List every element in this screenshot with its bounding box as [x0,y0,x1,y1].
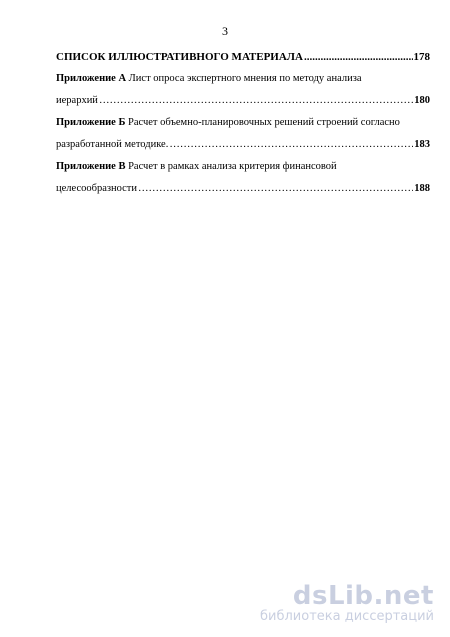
toc-entry-text: Расчет объемно-планировочных решений строений согласно [128,117,400,128]
toc-entry-text-continued: разработанной методике. [56,139,169,150]
page-number: 3 [222,24,228,38]
watermark [260,583,434,625]
toc-entry-label: Приложение Б [56,117,126,128]
toc-entry-page: 183 [414,139,430,150]
toc-leader-dots [169,138,413,152]
toc-entry-page: 180 [414,95,430,106]
toc-heading-title: СПИСОК ИЛЛЮСТРАТИВНОГО МАТЕРИАЛА [56,51,303,63]
toc-entry-text: Расчет в рамках анализа критерия финансовой [128,161,337,172]
toc-entry-appendix-a[interactable] [56,72,430,108]
table-of-contents [56,50,430,204]
toc-leader-dots [304,50,413,64]
toc-heading[interactable] [56,50,430,64]
toc-leader-dots [138,182,413,196]
toc-entry-text-continued: целесообразности [56,183,138,194]
toc-entry-label: Приложение А [56,73,127,84]
toc-heading-page: 178 [413,51,430,63]
toc-entry-appendix-b[interactable] [56,116,430,152]
watermark-logo: dsLib.net [292,581,434,611]
toc-entry-label: Приложение В [56,161,126,172]
toc-entry-text-continued: иерархий [56,95,98,106]
toc-entry-page: 188 [414,183,430,194]
watermark-subtitle: библиотека диссертаций [260,609,434,624]
toc-entry-appendix-v[interactable] [56,160,430,196]
toc-entry-text: Лист опроса экспертного мнения по методу анализа [128,73,362,84]
toc-leader-dots [99,94,413,108]
